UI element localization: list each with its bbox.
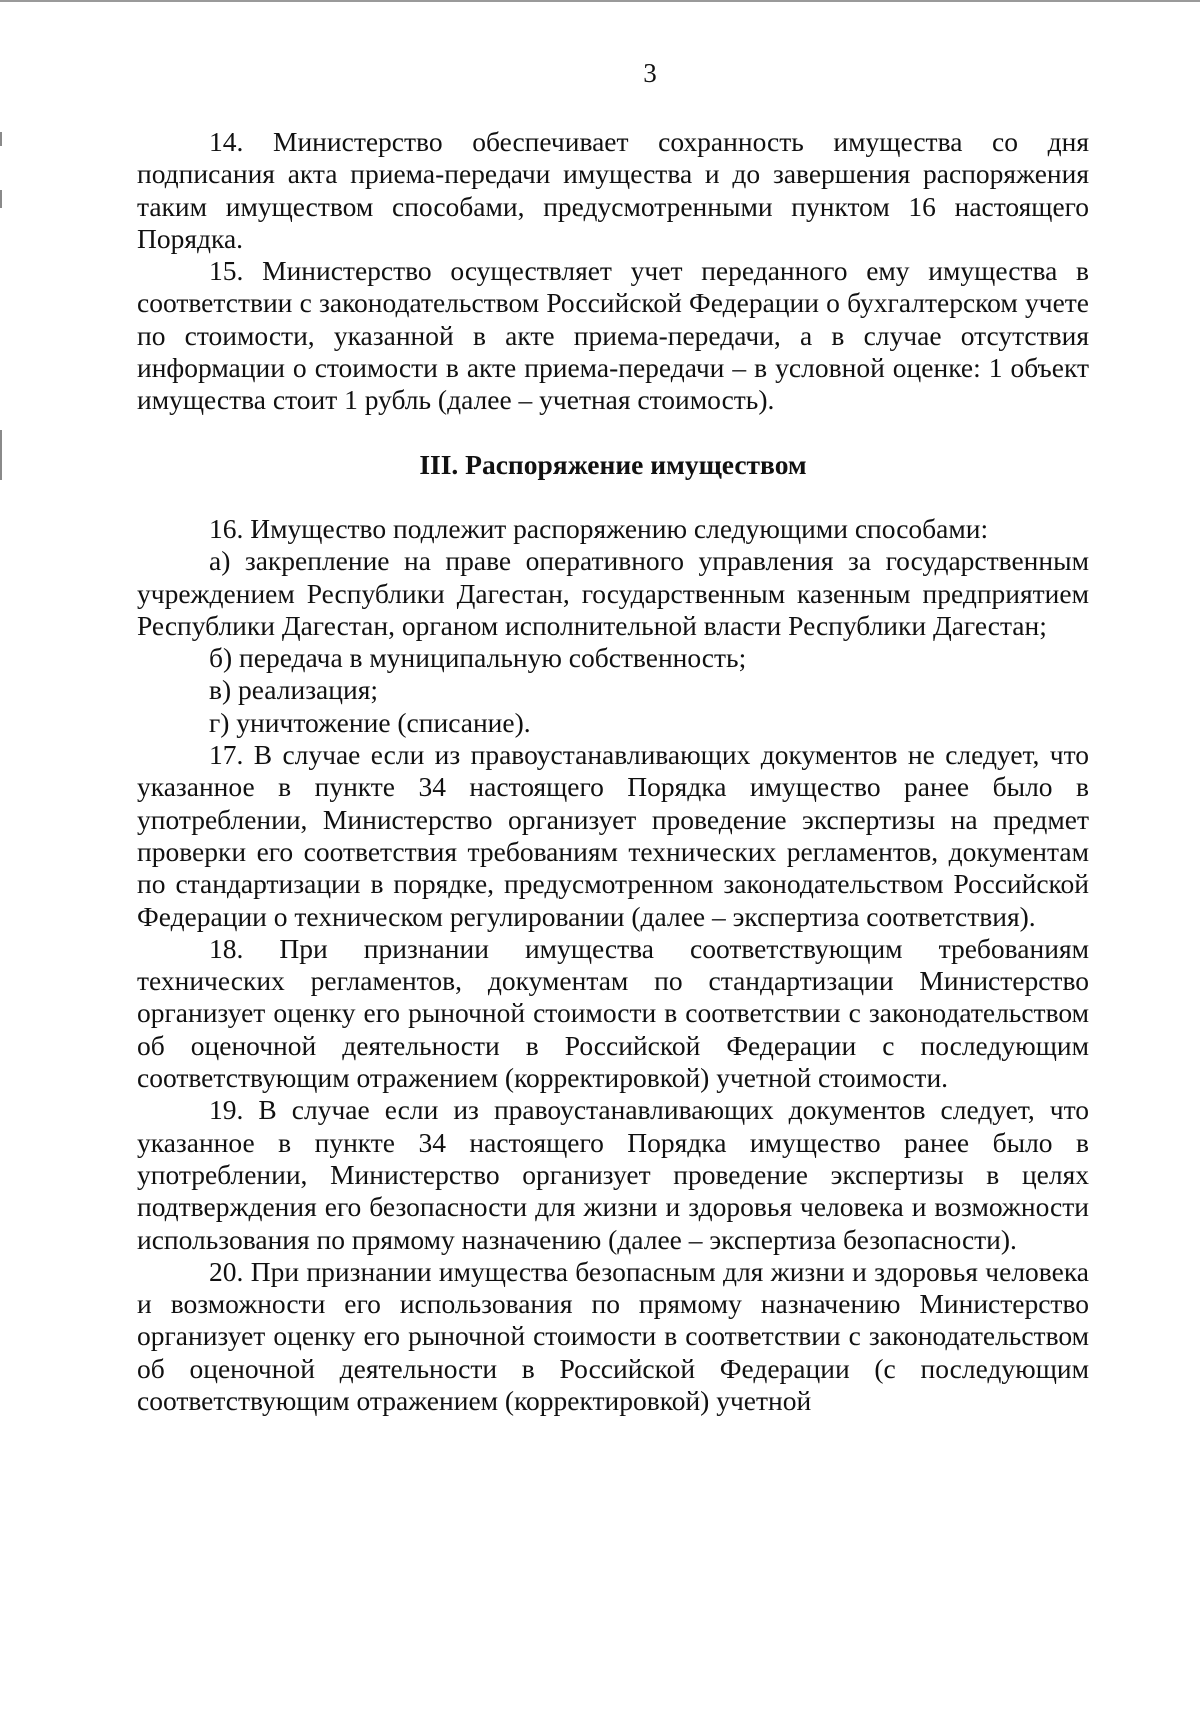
scan-edge-mark: [0, 430, 2, 480]
paragraph-20: 20. При признании имущества безопасным для жизни и здоровья человека и возможности его использования по прямому назначению Министерство организует оценку его рыночной стоимости в соответствии с законодательством об оценочной деятельности в Российской Федерации (с последующим соответствующим отражением (корректировкой) учетной: [137, 1255, 1089, 1416]
section-heading: III. Распоряжение имуществом: [419, 448, 807, 480]
paragraph-17: 17. В случае если из правоустанавливающих документов не следует, что указанное в пункте 34 настоящего Порядка имущество ранее было в употреблении, Министерство организует проведение экспертизы на предмет проверки его соответствия требованиям технических регламентов, документам по стандартизации в порядке, предусмотренном законодательством Российской Федерации о техническом регулировании (далее – экспертиза соответствия).: [137, 739, 1089, 932]
list-item-g: г) уничтожение (списание).: [209, 706, 531, 738]
paragraph-18: 18. При признании имущества соответствующим требованиям технических регламентов, документам по стандартизации Министерство организует оценку его рыночной стоимости в соответствии с законодательством об оценочной деятельности в Российской Федерации с последующим соответствующим отражением (корректировкой) учетной стоимости.: [137, 932, 1089, 1094]
paragraph-15: 15. Министерство осуществляет учет переданного ему имущества в соответствии с законодательством Российской Федерации о бухгалтерском учете по стоимости, указанной в акте приема-передачи, а в случае отсутствия информации о стоимости в акте приема-передачи – в условной оценке: 1 объект имущества стоит 1 рубль (далее – учетная стоимость).: [137, 255, 1089, 416]
page-number: 3: [643, 58, 657, 88]
scan-edge-top: [0, 0, 1200, 2]
scan-edge-mark: [0, 132, 2, 146]
list-item-b: б) передача в муниципальную собственность;: [209, 642, 747, 674]
document-body: [137, 126, 1089, 1417]
list-item-a: а) закрепление на праве оперативного управления за государственным учреждением Республики Дагестан, государственным казенным предприятием Республики Дагестан, органом исполнительной власти Республики Дагестан;: [137, 545, 1089, 641]
paragraph-19: 19. В случае если из правоустанавливающих документов следует, что указанное в пункте 34 настоящего Порядка имущество ранее было в употреблении, Министерство организует проведение экспертизы в целях подтверждения его безопасности для жизни и здоровья человека и возможности использования по прямому назначению (далее – экспертиза безопасности).: [137, 1094, 1089, 1255]
paragraph-14: 14. Министерство обеспечивает сохранность имущества со дня подписания акта приема-передачи имущества и до завершения распоряжения таким имуществом способами, предусмотренными пунктом 16 настоящего Порядка.: [137, 126, 1089, 254]
paragraph-16: 16. Имущество подлежит распоряжению следующими способами:: [209, 512, 989, 544]
scan-edge-mark: [0, 190, 2, 208]
list-item-v: в) реализация;: [209, 674, 378, 706]
